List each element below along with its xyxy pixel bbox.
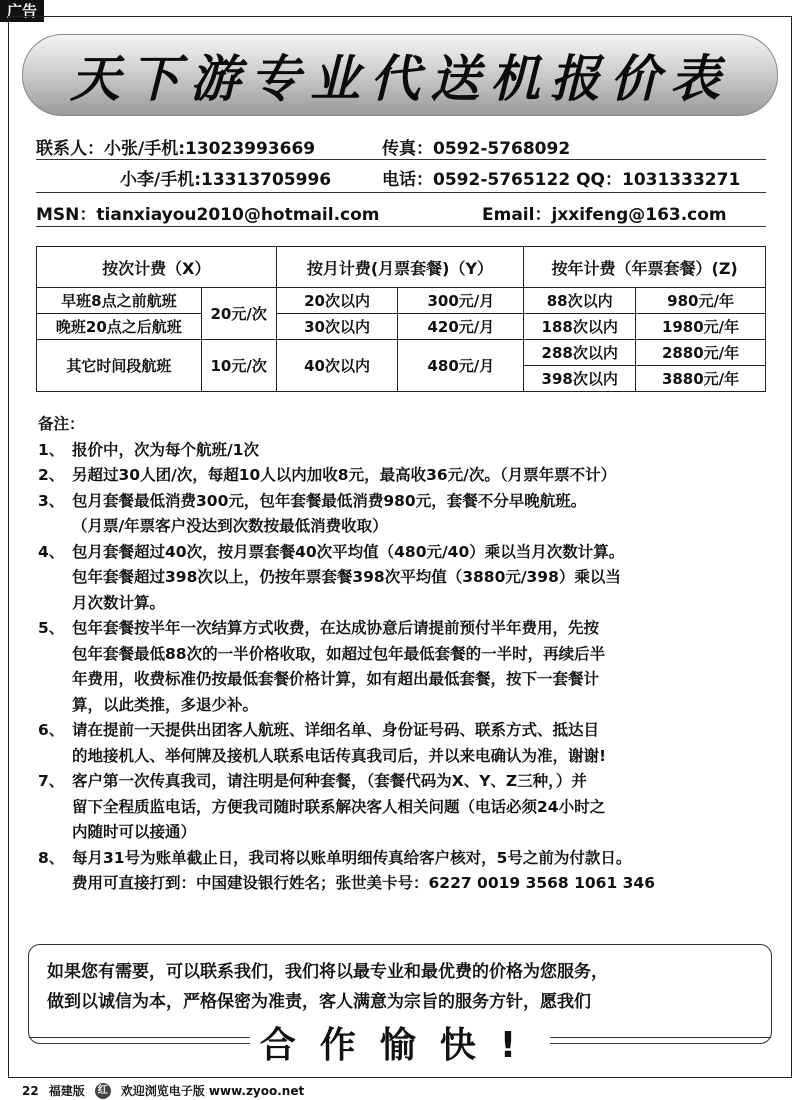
note-text: 包年套餐按半年一次结算方式收费，在达成协意后请提前预付半年费用，先按 [72, 619, 600, 637]
note-line [38, 744, 778, 770]
note-line [38, 489, 778, 515]
note-text: 年费用，收费标准仍按最低套餐价格计算，如有超出最低套餐，按下一套餐计 [72, 670, 600, 688]
note-line [38, 820, 778, 846]
year-count: 188次以内 [524, 314, 636, 340]
note-line [38, 795, 778, 821]
note-text: 算，以此类推，多退少补。 [72, 695, 259, 714]
table-row [37, 288, 766, 314]
note-line [38, 846, 778, 872]
note-text: 内随时可以接通） [72, 823, 197, 841]
footer [22, 1082, 304, 1099]
note-line [38, 540, 778, 566]
closing-box [28, 944, 772, 1066]
logo-icon: 红 [95, 1083, 111, 1099]
year-count: 88次以内 [524, 288, 636, 314]
header-yearly: 按年计费（年票套餐）(Z) [524, 247, 766, 288]
note-number [38, 820, 72, 846]
month-price: 300元/月 [398, 288, 524, 314]
note-line [38, 693, 778, 719]
year-price: 2880元/年 [636, 340, 766, 366]
closing-motto: 合作愉快! [250, 1025, 550, 1066]
price-table [36, 246, 766, 392]
header-per-trip: 按次计费（X） [37, 247, 277, 288]
note-text: 的地接机人、举何牌及接机人联系电话传真我司后，并以来电确认为准，谢谢! [72, 746, 607, 765]
note-number: 3、 [38, 491, 65, 510]
note-text: 留下全程质监电话，方便我司随时联系解决客人相关问题（电话必须24小时之 [72, 797, 606, 816]
year-price: 1980元/年 [636, 314, 766, 340]
note-line [38, 642, 778, 668]
period-cell: 早班8点之前航班 [37, 288, 202, 314]
note-number [38, 693, 72, 719]
year-price: 3880元/年 [636, 366, 766, 392]
note-line [38, 769, 778, 795]
contact-person-1: 联系人：小张/手机:13023993669 [36, 139, 316, 159]
month-price: 420元/月 [398, 314, 524, 340]
closing-line-1: 如果您有需要，可以联系我们，我们将以最专业和最优费的价格为您服务， [47, 962, 608, 982]
contact-fax: 传真：0592-5768092 [382, 139, 571, 159]
note-number: 6、 [38, 721, 65, 739]
note-number [38, 642, 72, 668]
note-line [38, 591, 778, 617]
contact-row-3 [36, 200, 764, 224]
per-trip-price: 20元/次 [201, 288, 276, 340]
year-count: 288次以内 [524, 340, 636, 366]
contact-row-1 [36, 134, 764, 158]
note-line [38, 438, 778, 464]
note-text: 请在提前一天提供出团客人航班、详细名单、身份证号码、联系方式、抵达目 [72, 721, 600, 739]
per-trip-price: 10元/次 [201, 340, 276, 392]
closing-line-2: 做到以诚信为本，严格保密为准责，客人满意为宗旨的服务方针，愿我们 [47, 992, 591, 1012]
note-text: 客户第一次传真我司，请注明是何种套餐，（套餐代码为X、Y、Z三种，）并 [72, 772, 587, 790]
year-price: 980元/年 [636, 288, 766, 314]
note-text: 每月31号为账单截止日，我司将以账单明细传真给客户核对，5号之前为付款日。 [72, 848, 632, 867]
note-number: 7、 [38, 772, 65, 790]
note-line [38, 667, 778, 693]
period-cell: 其它时间段航班 [37, 340, 202, 392]
notes-heading: 备注： [38, 415, 85, 433]
year-count: 398次以内 [524, 366, 636, 392]
table-header-row [37, 247, 766, 288]
month-count: 20次以内 [276, 288, 398, 314]
notes-list [38, 438, 778, 897]
month-price: 480元/月 [398, 340, 524, 392]
note-text: 月次数计算。 [72, 593, 166, 612]
note-number: 8、 [38, 848, 65, 867]
edition-label: 福建版 [48, 1084, 85, 1098]
note-number: 5、 [38, 619, 65, 637]
contact-msn: MSN：tianxiayou2010@hotmail.com [36, 205, 380, 225]
note-number: 2、 [38, 466, 65, 484]
note-text: （月票/年票客户没达到次数按最低消费收取） [72, 517, 388, 535]
contact-email: Email：jxxifeng@163.com [482, 205, 727, 225]
note-number [38, 591, 72, 617]
note-line [38, 871, 778, 897]
month-count: 40次以内 [276, 340, 398, 392]
note-line [38, 616, 778, 642]
contact-person-2: 小李/手机:13313705996 [120, 170, 332, 190]
note-text: 包月套餐最低消费300元，包年套餐最低消费980元，套餐不分早晚航班。 [72, 491, 587, 510]
note-number [38, 871, 72, 897]
note-number [38, 565, 72, 591]
note-line [38, 565, 778, 591]
note-number [38, 514, 72, 540]
closing-motto-wrap [29, 1017, 771, 1068]
note-line [38, 514, 778, 540]
contact-phone: 电话：0592-5765122 QQ：1031333271 [382, 170, 741, 190]
page-title: 天下游专业代送机报价表 [70, 49, 730, 108]
note-number [38, 744, 72, 770]
note-text: 包月套餐超过40次，按月票套餐40次平均值（480元/40）乘以当月次数计算。 [72, 542, 625, 561]
website-link[interactable]: 欢迎浏览电子版 www.zyoo.net [120, 1084, 305, 1098]
divider [36, 192, 766, 193]
divider [36, 159, 766, 160]
divider [36, 226, 766, 227]
note-number [38, 795, 72, 821]
header-monthly: 按月计费(月票套餐)（Y） [276, 247, 524, 288]
contact-row-2 [36, 165, 764, 189]
period-cell: 晚班20点之后航班 [37, 314, 202, 340]
month-count: 30次以内 [276, 314, 398, 340]
note-line [38, 718, 778, 744]
page-number: 22 [22, 1083, 39, 1098]
note-line [38, 463, 778, 489]
ad-tag: 广告 [0, 0, 44, 22]
note-number: 1、 [38, 440, 65, 459]
title-banner [22, 34, 778, 116]
note-number: 4、 [38, 542, 65, 561]
note-text: 包年套餐最低88次的一半价格收取，如超过包年最低套餐的一半时，再续后半 [72, 644, 606, 663]
note-text: 包年套餐超过398次以上，仍按年票套餐398次平均值（3880元/398）乘以当 [72, 568, 621, 586]
note-text: 另超过30人团/次，每超10人以内加收8元，最高收36元/次。（月票年票不计） [72, 466, 617, 484]
note-text: 报价中，次为每个航班/1次 [72, 440, 259, 459]
note-number [38, 667, 72, 693]
table-row [37, 340, 766, 366]
notes-section [38, 412, 778, 897]
table-row [37, 314, 766, 340]
note-text: 费用可直接打到：中国建设银行姓名；张世美卡号：6227 0019 3568 1061 346 [72, 874, 656, 892]
